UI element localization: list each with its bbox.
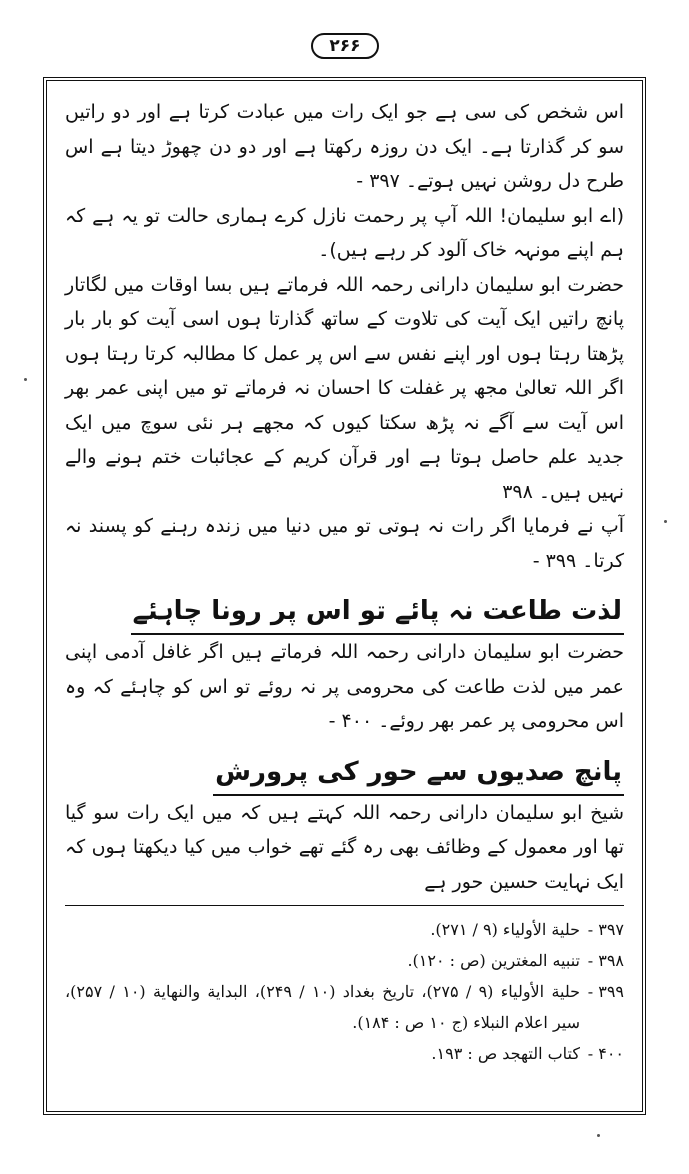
paragraph-5: حضرت ابو سلیمان دارانی رحمہ اللہ فرماتے ہیں اگر غافل آدمی اپنی عمر میں لذت طاعت کی محرومی پر نہ روئے تو اس کو چاہئے کہ وہ اس محرومی پر عمر بھر روئے۔ ۴۰۰ - — [65, 641, 624, 732]
footnote-text: حلية الأولياء (۹ / ۲۷۱). — [430, 920, 580, 939]
section-heading-wrap-2 — [65, 747, 624, 796]
footnote-number: ۳۹۷ - — [587, 920, 624, 939]
paragraph-2: (اے ابو سلیمان! اللہ آپ پر رحمت نازل کرے ہماری حالت تو یہ ہے کہ ہم اپنے مونہہ خاک آلود کر رہے ہیں)۔ — [65, 204, 624, 261]
paragraph-1: اس شخص کی سی ہے جو ایک رات میں عبادت کرتا ہے اور دو راتیں سو کر گذارتا ہے۔ ایک دن روزہ رکھتا ہے اور دو دن چھوڑ دیتا ہے اس طرح دل روشن نہیں ہوتے۔ ۳۹۷ - — [65, 101, 624, 192]
footnote-text: كتاب التهجد ص : ۱۹۳. — [431, 1044, 580, 1063]
footnote — [65, 945, 624, 976]
section-heading-2: پانچ صدیوں سے حور کی پرورش — [213, 750, 624, 796]
page-number: ۲۶۶ — [311, 33, 379, 59]
footnote-text: حلية الأولياء (۹ / ۲۷۵)، تاريخ بغداد (۱۰ / ۲۴۹)، البداية والنهاية (۱۰ / ۲۵۷)، سير اعلام النبلاء (ج ۱۰ ص : ۱۸۴). — [65, 982, 581, 1032]
footnotes — [65, 914, 624, 1069]
footnote-number: ۳۹۸ - — [587, 951, 624, 970]
scan-speck — [597, 1134, 600, 1137]
footnote — [65, 976, 624, 1038]
section-heading-wrap-1 — [65, 586, 624, 635]
footnote-number: ۴۰۰ - — [587, 1044, 624, 1063]
footnote — [65, 914, 624, 945]
paragraph-6: شیخ ابو سلیمان دارانی رحمہ اللہ کہتے ہیں کہ میں ایک رات سو گیا تھا اور معمول کے وظائف بھی رہ گئے تھے خواب میں کیا دیکھتا ہوں کہ ایک نہایت حسین حور ہے — [65, 801, 624, 893]
footnote-text: تنبيه المغترين (ص : ۱۲۰). — [407, 951, 580, 970]
paragraph-3: حضرت ابو سلیمان دارانی رحمہ اللہ فرماتے ہیں بسا اوقات میں لگاتار پانچ راتیں ایک آیت کی تلاوت کے ساتھ گذارتا ہوں اسی آیت کو بار بار پڑھتا رہتا ہوں اور اپنے نفس سے اس پر عمل کا مطالبہ کرتا رہتا ہوں اگر اللہ تعالیٰ مجھ پر غفلت کا احسان نہ فرماتے تو میں اپنی عمر بھر اس آیت سے آگے نہ پڑھ سکتا کیوں کہ مجھے ہر نئی سوچ میں ایک جدید علم حاصل ہوتا ہے اور قرآن کریم کے عجائبات ختم ہونے والے نہیں ہیں۔ ۳۹۸ — [65, 273, 624, 503]
page-content — [65, 95, 624, 1101]
scan-speck — [24, 378, 27, 381]
footnote-number: ۳۹۹ - — [587, 982, 624, 1001]
footnote — [65, 1038, 624, 1069]
paragraph-4: آپ نے فرمایا اگر رات نہ ہوتی تو میں دنیا میں زندہ رہنے کو پسند نہ کرتا۔ ۳۹۹ - — [65, 515, 624, 572]
section-heading-1: لذت طاعت نہ پائے تو اس پر رونا چاہئے — [131, 589, 624, 635]
footnote-divider — [65, 905, 624, 906]
page-frame — [43, 77, 646, 1115]
scan-speck — [664, 520, 667, 523]
